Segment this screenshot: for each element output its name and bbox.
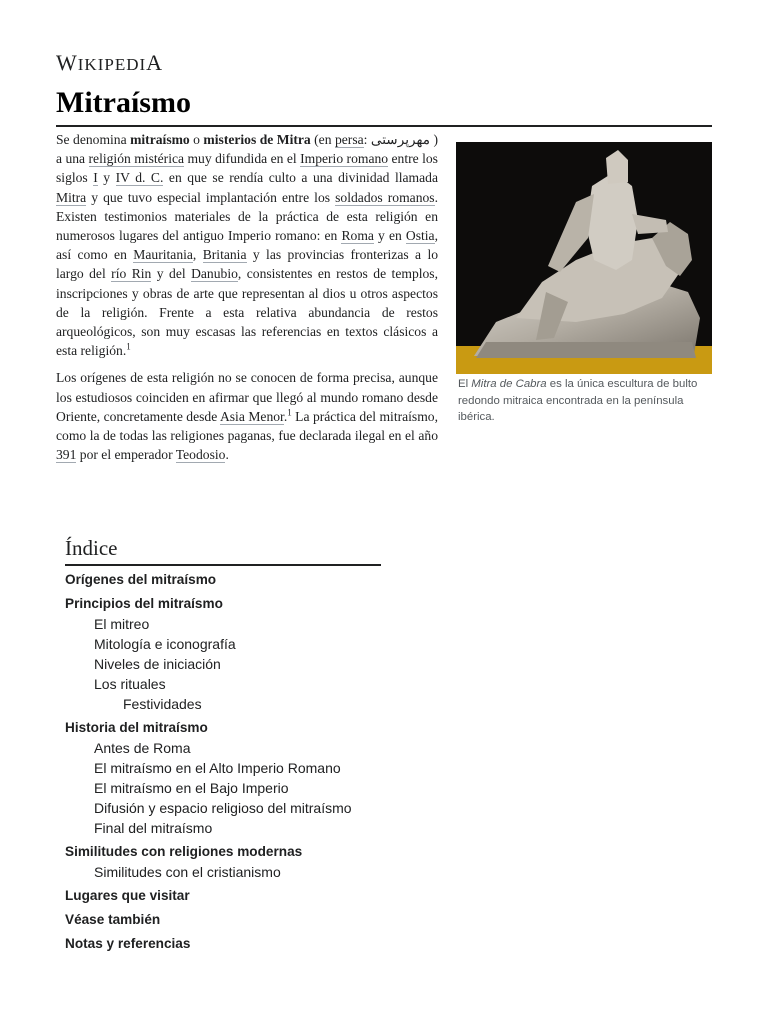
link-siglo-i[interactable]: I (93, 170, 98, 186)
toc-subsection[interactable]: El mitreo (94, 616, 150, 632)
text: . Existen testimonios materiales de la práctica de esta religión en numerosos lugares del antiguo Imperio romano: en (56, 189, 438, 244)
text: . (225, 447, 229, 463)
text: Los orígenes de esta religión no se conocen de forma precisa, aunque los estudiosos coinciden en afirmar que llegó al mundo romano desde Oriente, concretamente desde (56, 370, 438, 424)
toc-subsection[interactable]: Final del mitraísmo (94, 820, 213, 836)
figure (456, 142, 712, 426)
page-title: Mitraísmo (56, 86, 191, 119)
toc-section[interactable]: Historia del mitraísmo (65, 720, 208, 735)
link-mitra[interactable]: Mitra (56, 189, 87, 205)
link-britania[interactable]: Britania (202, 247, 247, 263)
toc-section[interactable]: Similitudes con religiones modernas (65, 844, 303, 859)
link-mauritania[interactable]: Mauritania (133, 247, 193, 263)
link-roma[interactable]: Roma (341, 228, 374, 244)
toc-subsection[interactable]: Difusión y espacio religioso del mitraísmo (94, 800, 352, 816)
text: entre los siglos (56, 151, 438, 186)
persian-text: مهرپرستی (370, 132, 431, 147)
link-imperio-romano[interactable]: Imperio romano (300, 151, 389, 167)
toc-subsection[interactable]: El mitraísmo en el Bajo Imperio (94, 780, 289, 796)
link-asia-menor[interactable]: Asia Menor (219, 408, 284, 424)
link-soldados-romanos[interactable]: soldados romanos (335, 189, 435, 205)
text: o (189, 132, 204, 147)
toc-section[interactable]: Orígenes del mitraísmo (65, 572, 217, 587)
text: y en (373, 228, 406, 244)
text: y (97, 170, 116, 186)
text: : (363, 132, 371, 147)
wordmark-middle: IKIPEDI (77, 55, 147, 74)
caption-text-2: es la única escultura de bulto redondo mitraica encontrada en la península ibérica. (458, 378, 698, 424)
wordmark-last: A (146, 50, 164, 75)
figure-caption (456, 376, 712, 426)
toc-list (65, 570, 381, 954)
text: Se denomina (56, 132, 131, 147)
toc-title: Índice (65, 536, 381, 566)
toc-subsection[interactable]: Niveles de iniciación (94, 656, 221, 672)
text: muy difundida en el (184, 151, 301, 167)
toc-subsection[interactable]: Festividades (123, 696, 202, 712)
text: La práctica del mitraísmo, como la de todas las religiones paganas, fue declarada ilegal en el año (56, 408, 438, 444)
link-danubio[interactable]: Danubio (191, 266, 238, 282)
article-body (56, 130, 712, 472)
link-teodosio[interactable]: Teodosio (175, 447, 226, 463)
text: por el emperador (76, 447, 176, 463)
text: y del (151, 266, 192, 282)
link-religion-misterica[interactable]: religión mistérica (88, 151, 185, 167)
reference-1[interactable]: 1 (126, 341, 131, 352)
text: , (192, 247, 203, 263)
link-rio-rin[interactable]: río Rin (111, 266, 152, 282)
reference-1[interactable]: 1 (287, 407, 292, 418)
toc-section[interactable]: Lugares que visitar (65, 888, 190, 903)
text: , consistentes en restos de templos, inscripciones y obras de arte que representan al dios u otros aspectos de la religión. Frente a esta relativa abundancia de restos arqueológicos, son muy escasas las referencias en textos clásicos a esta religión. (56, 266, 438, 359)
title-divider (56, 125, 712, 127)
toc-section[interactable]: Véase también (65, 912, 161, 927)
toc-section[interactable]: Notas y referencias (65, 936, 191, 951)
link-ostia[interactable]: Ostia (405, 228, 435, 244)
bold-term: misterios de Mitra (203, 132, 311, 147)
sculpture-illustration (456, 142, 712, 374)
text: en que se rendía culto a una divinidad llamada (163, 170, 438, 186)
text: (en (310, 132, 335, 147)
table-of-contents (65, 536, 381, 954)
toc-subsection[interactable]: El mitraísmo en el Alto Imperio Romano (94, 760, 341, 776)
text: y que tuvo especial implantación entre los (86, 189, 336, 205)
toc-subsection[interactable]: Los rituales (94, 676, 166, 692)
mitra-sculpture-image[interactable] (456, 142, 712, 374)
toc-section[interactable]: Principios del mitraísmo (65, 596, 223, 611)
caption-italic: Mitra de Cabra (471, 378, 547, 390)
text: . (283, 408, 288, 424)
text: ) a una (56, 132, 438, 167)
link-391[interactable]: 391 (56, 447, 77, 463)
toc-subsection[interactable]: Antes de Roma (94, 740, 191, 756)
wikipedia-wordmark[interactable] (56, 50, 163, 76)
text: y las provincias fronterizas a lo largo del (56, 247, 439, 282)
link-persa[interactable]: persa (334, 132, 364, 147)
text: , así como en (56, 228, 438, 263)
toc-subsection[interactable]: Similitudes con el cristianismo (94, 864, 281, 880)
toc-subsection[interactable]: Mitología e iconografía (94, 636, 236, 652)
bold-term: mitraísmo (130, 132, 190, 147)
wordmark-first: W (56, 50, 78, 75)
caption-text: El (458, 378, 472, 390)
link-siglo-iv[interactable]: IV d. C. (115, 170, 164, 186)
